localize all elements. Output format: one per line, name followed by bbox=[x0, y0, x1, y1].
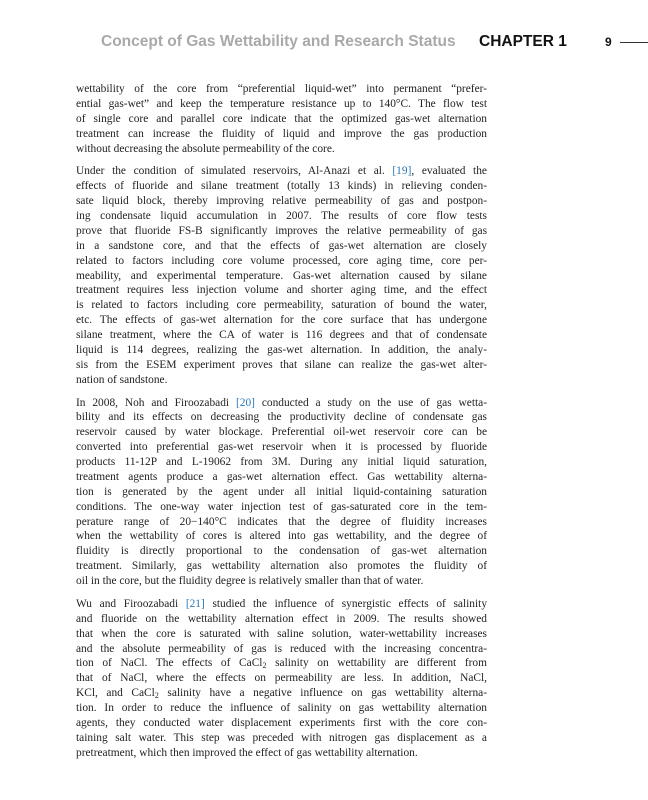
text-line: reservoir caused by water blockage. Preferential oil-wet reservoir core can be bbox=[76, 426, 487, 439]
paragraph bbox=[76, 597, 487, 761]
text-line: ing condensate liquid accumulation in 2007. The results of core flow tests bbox=[76, 210, 487, 222]
text-line: KCl, and CaCl$_2$ salinity have a negative influence on gas wettability alterna- bbox=[76, 687, 487, 701]
citation-link[interactable]: [20] bbox=[235, 396, 255, 409]
text-line: etc. The effects of gas-wet alternation for the core surface that has undergone bbox=[76, 314, 487, 327]
text-line: treatment. Similarly, gas wettability alternation also promotes the fluidity of bbox=[76, 560, 487, 573]
text-line: without decreasing the absolute permeability of the core. bbox=[76, 142, 335, 155]
text-line: Under the condition of simulated reservoirs, Al-Anazi et al. [19], evaluated the bbox=[76, 165, 487, 178]
page-number: 9 bbox=[605, 35, 612, 49]
text-line: and fluoride on the wettability alternation effect in 2009. The results showed bbox=[76, 612, 487, 625]
text-line: wettability of the core from “preferential liquid-wet” into permanent “prefer- bbox=[76, 83, 487, 95]
paragraph bbox=[76, 82, 487, 156]
text-line: sate liquid block, thereby improving relative permeability of gas and postpon- bbox=[76, 195, 487, 208]
text-line: treatment requires less injection volume and shorter aging time, and the effect bbox=[76, 284, 487, 297]
paragraph bbox=[76, 164, 487, 387]
text-line: taining salt water. This step was preceded with nitrogen gas displacement as a bbox=[76, 731, 487, 744]
text-line: is related to factors including core permeability, saturation of bound the water, bbox=[76, 299, 487, 312]
citation-link[interactable]: [19] bbox=[392, 165, 412, 178]
text-line: bility and its effects on decreasing the productivity decline of condensate gas bbox=[76, 411, 487, 424]
text-line: conditions. The one-way water injection test of gas-saturated core in the tem- bbox=[76, 500, 487, 513]
text-line: nation of sandstone. bbox=[76, 373, 168, 386]
text-line: agents, they conducted water displacement experiments first with the core con- bbox=[76, 716, 487, 729]
text-line: silane treatment, where the CA of water is 116 degrees and that of condensate bbox=[76, 329, 487, 341]
citation-link[interactable]: [21] bbox=[185, 597, 205, 610]
text-line: meability, and experimental temperature. Gas-wet alternation caused by silane bbox=[76, 269, 487, 282]
text-line: In 2008, Noh and Firoozabadi [20] conducted a study on the use of gas wetta- bbox=[76, 396, 487, 409]
text-line: that of NaCl, where the effects on permeability are less. In addition, NaCl, bbox=[76, 672, 487, 685]
text-line: pretreatment, which then improved the effect of gas wettability alternation. bbox=[76, 746, 418, 759]
text-line: related to factors including core volume processed, core aging time, core per- bbox=[76, 254, 487, 267]
text-line: ential gas-wet” and keep the temperature resistance up to 140°C. The flow test bbox=[76, 97, 487, 110]
text-line: sis from the ESEM experiment proves that silane can realize the gas-wet alter- bbox=[76, 358, 487, 371]
text-line: fluidity is directly proportional to the condensation of gas-wet alternation bbox=[76, 545, 487, 558]
chapter-label: CHAPTER 1 bbox=[479, 33, 567, 50]
text-line: when the wettability of cores is altered into gas wettability, and the degree of bbox=[76, 530, 487, 543]
text-line: converted into preferential gas-wet reservoir when it is processed by fluoride bbox=[76, 441, 487, 454]
text-line: and the absolute permeability of gas is reduced with the increasing concentra- bbox=[76, 642, 487, 655]
text-line: prove that fluoride FS-B significantly improves the relative permeability of gas bbox=[76, 224, 487, 237]
text-line: treatment can increase the fluidity of liquid and improve the gas production bbox=[76, 127, 487, 140]
header-rule bbox=[620, 42, 648, 43]
text-line: tion of NaCl. The effects of CaCl$_2$ salinity on wettability are different from bbox=[76, 657, 487, 671]
text-line: in a sandstone core, and that the effects of gas-wet alternation are closely bbox=[76, 239, 487, 252]
text-line: Wu and Firoozabadi [21] studied the influence of synergistic effects of salinity bbox=[76, 597, 488, 610]
text-line: oil in the core, but the fluidity degree is relatively smaller than that of water. bbox=[76, 575, 424, 587]
text-line: of single core and parallel core indicate that the optimized gas-wet alternation bbox=[76, 112, 487, 125]
paragraph bbox=[76, 396, 487, 589]
text-line: products 11-12P and L-19062 from 3M. During any initial liquid saturation, bbox=[76, 456, 487, 468]
body-text bbox=[76, 82, 487, 769]
text-line: that when the core is saturated with saline solution, water-wettability increases bbox=[76, 627, 487, 640]
page-header bbox=[0, 32, 648, 54]
text-line: effects of fluoride and silane treatment (totally 13 kinds) in relieving conden- bbox=[76, 180, 487, 193]
running-title: Concept of Gas Wettability and Research Status bbox=[101, 33, 456, 50]
text-line: tion is generated by the agent under all initial liquid-containing saturation bbox=[76, 485, 487, 498]
text-line: tion. In order to reduce the influence of salinity on gas wettability alternation bbox=[76, 702, 487, 714]
text-line: perature range of 20−140°C indicates that the degree of fluidity increases bbox=[76, 515, 487, 528]
text-line: liquid is 114 degrees, realizing the gas-wet alternation. In addition, the analy- bbox=[76, 343, 487, 356]
text-line: treatment agents produce a gas-wet alternation effect. Gas wettability alterna- bbox=[76, 470, 487, 483]
